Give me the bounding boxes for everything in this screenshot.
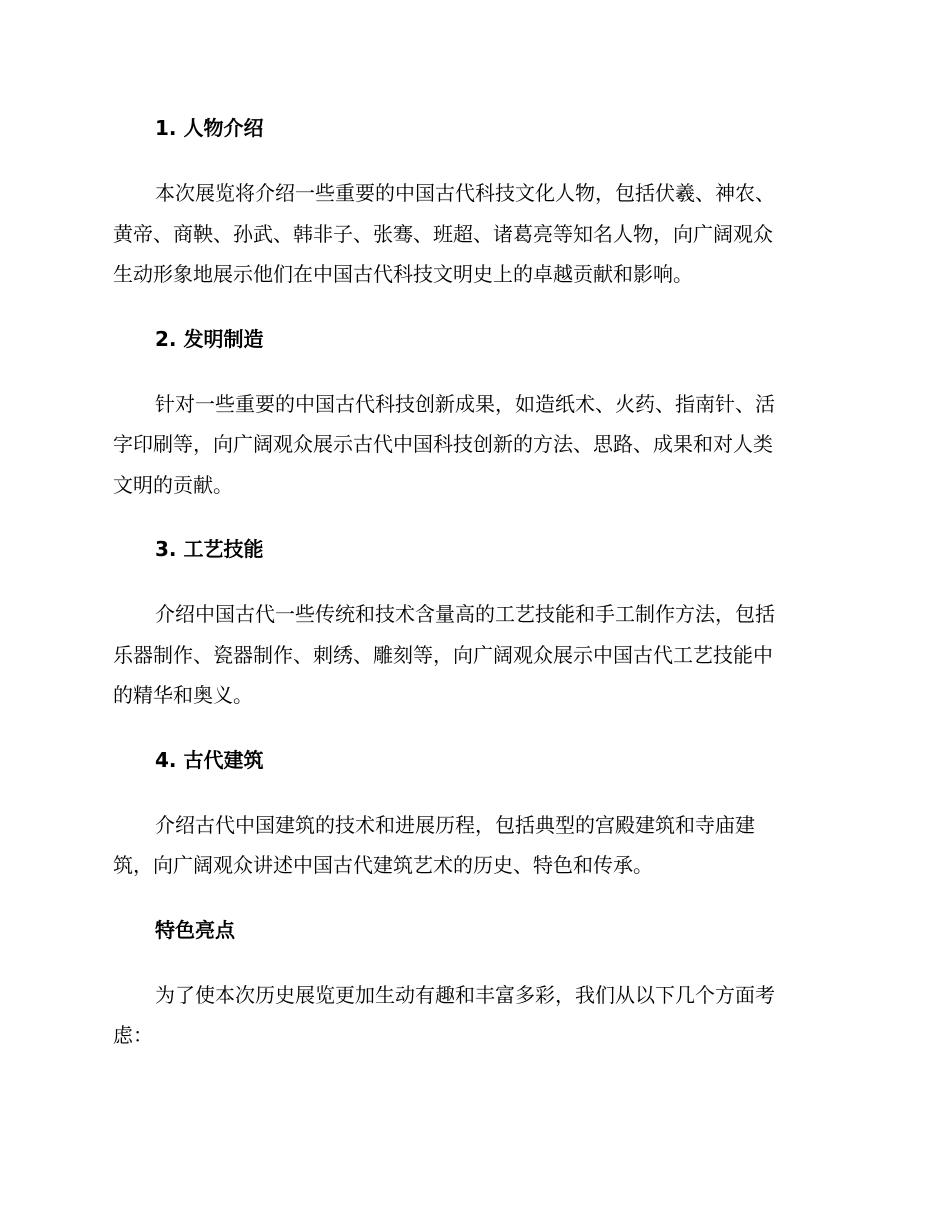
- section-heading-people: 1. 人物介绍: [155, 116, 264, 140]
- paragraph-line: 生动形象地展示他们在中国古代科技文明史上的卓越贡献和影响。: [113, 262, 693, 286]
- paragraph-line: 为了使本次历史展览更加生动有趣和丰富多彩，我们从以下几个方面考: [155, 982, 775, 1007]
- section-heading-inventions: 2. 发明制造: [155, 326, 264, 351]
- paragraph-line: 黄帝、商鞅、孙武、韩非子、张骞、班超、诸葛亮等知名人物，向广阔观众: [113, 221, 773, 246]
- paragraph-line: 本次展览将介绍一些重要的中国古代科技文化人物，包括伏羲、神农、: [155, 181, 775, 205]
- section-paragraph-architecture: [113, 805, 833, 886]
- paragraph-line: 针对一些重要的中国古代科技创新成果，如造纸术、火药、指南针、活: [155, 391, 775, 416]
- section-heading-highlights: 特色亮点: [155, 917, 235, 942]
- paragraph-line: 虑：: [113, 1023, 153, 1047]
- section-heading-architecture: 4. 古代建筑: [155, 747, 264, 772]
- paragraph-line: 的精华和奥义。: [113, 683, 253, 707]
- document-body: [113, 113, 833, 1056]
- paragraph-line: 乐器制作、瓷器制作、刺绣、雕刻等，向广阔观众展示中国古代工艺技能中: [113, 642, 773, 667]
- paragraph-line: 字印刷等，向广阔观众展示古代中国科技创新的方法、思路、成果和对人类: [113, 432, 773, 456]
- section-paragraph-highlights: [113, 975, 833, 1056]
- paragraph-line: 筑，向广阔观众讲述中国古代建筑艺术的历史、特色和传承。: [113, 853, 653, 877]
- section-heading-crafts: 3. 工艺技能: [155, 537, 264, 561]
- paragraph-line: 介绍中国古代一些传统和技术含量高的工艺技能和手工制作方法，包括: [155, 602, 775, 626]
- paragraph-line: 文明的贡献。: [113, 472, 233, 497]
- section-paragraph-crafts: [113, 594, 833, 716]
- paragraph-line: 介绍古代中国建筑的技术和进展历程，包括典型的宫殿建筑和寺庙建: [155, 812, 755, 837]
- section-paragraph-inventions: [113, 384, 833, 506]
- section-paragraph-people: [113, 173, 833, 295]
